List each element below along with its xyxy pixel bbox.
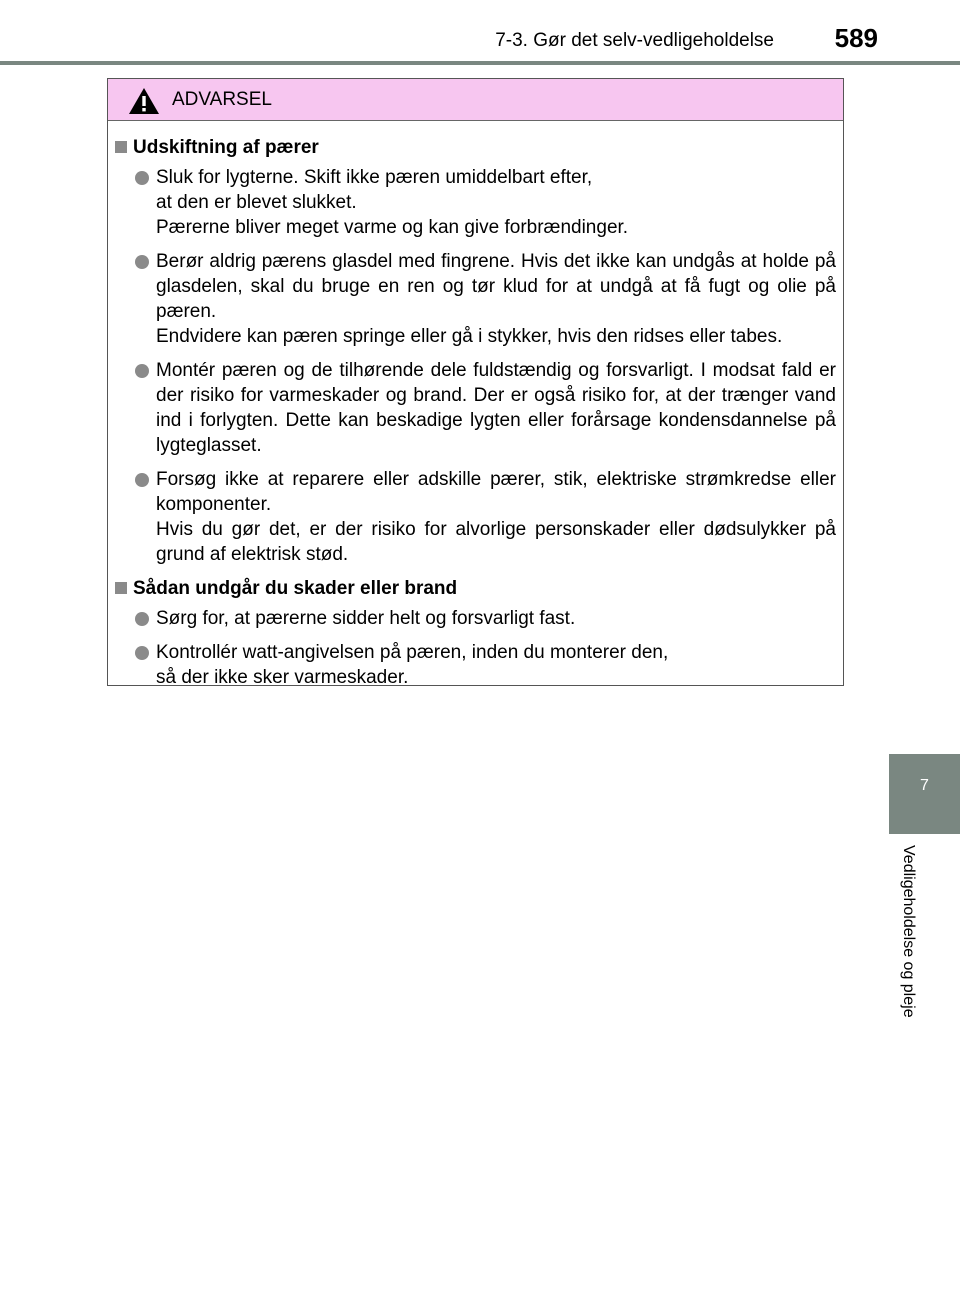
bullet-line: Sluk for lygterne. Skift ikke pæren umiddelbart efter, bbox=[156, 167, 593, 188]
warning-header bbox=[108, 79, 843, 121]
section-heading-text: Sådan undgår du skader eller brand bbox=[133, 578, 458, 599]
round-bullet-icon bbox=[135, 364, 149, 378]
bullet-paragraph: Endvidere kan pæren springe eller gå i stykker, hvis den ridses eller tabes. bbox=[156, 326, 783, 347]
list-item bbox=[115, 606, 836, 631]
section-title: 7-3. Gør det selv-vedligeholdelse bbox=[495, 30, 774, 51]
bullet-paragraph: Berør aldrig pærens glasdel med fingrene. Hvis det ikke kan undgås at holde på glasdelen, skal du bruge en ren og tør klud for at undgå at få fugt og olie på pæren. bbox=[156, 251, 836, 322]
bullet-line: så der ikke sker varmeskader. bbox=[156, 667, 409, 688]
list-item bbox=[115, 249, 836, 349]
list-item bbox=[115, 640, 836, 690]
section-heading bbox=[115, 135, 836, 160]
warning-box bbox=[107, 78, 844, 686]
header-rule bbox=[0, 61, 960, 65]
chapter-tab bbox=[889, 754, 960, 834]
bullet-line: Pærerne bliver meget varme og kan give forbrændinger. bbox=[156, 217, 629, 238]
warning-triangle-icon bbox=[128, 87, 160, 115]
chapter-label: Vedligeholdelse og pleje bbox=[900, 845, 917, 1018]
list-item bbox=[115, 165, 836, 240]
bullet-line: Kontrollér watt-angivelsen på pæren, inden du monterer den, bbox=[156, 642, 669, 663]
round-bullet-icon bbox=[135, 473, 149, 487]
bullet-paragraph: Hvis du gør det, er der risiko for alvorlige personskader eller dødsulykker på grund af elektrisk stød. bbox=[156, 519, 836, 565]
list-item bbox=[115, 358, 836, 458]
round-bullet-icon bbox=[135, 612, 149, 626]
round-bullet-icon bbox=[135, 171, 149, 185]
section-heading-text: Udskiftning af pærer bbox=[133, 137, 319, 158]
warning-body bbox=[108, 121, 843, 690]
section-heading bbox=[115, 576, 836, 601]
bullet-paragraph: Montér pæren og de tilhørende dele fuldstændig og forsvarligt. I modsat fald er der risiko for varmeskader og brand. Der er også risiko for, at der trænger vand ind i forlygten. Dette kan beskadige lygten eller forårsage kondensdannelse på lygteglasset. bbox=[156, 360, 836, 456]
square-bullet-icon bbox=[115, 582, 127, 594]
warning-title: ADVARSEL bbox=[172, 88, 272, 110]
chapter-number: 7 bbox=[920, 777, 929, 794]
round-bullet-icon bbox=[135, 646, 149, 660]
list-item bbox=[115, 467, 836, 567]
bullet-line: at den er blevet slukket. bbox=[156, 192, 357, 213]
page-number: 589 bbox=[834, 23, 878, 53]
bullet-paragraph: Forsøg ikke at reparere eller adskille pærer, stik, elektriske strømkredse eller komponenter. bbox=[156, 469, 836, 515]
square-bullet-icon bbox=[115, 141, 127, 153]
bullet-line: Sørg for, at pærerne sidder helt og forsvarligt fast. bbox=[156, 608, 576, 629]
round-bullet-icon bbox=[135, 255, 149, 269]
